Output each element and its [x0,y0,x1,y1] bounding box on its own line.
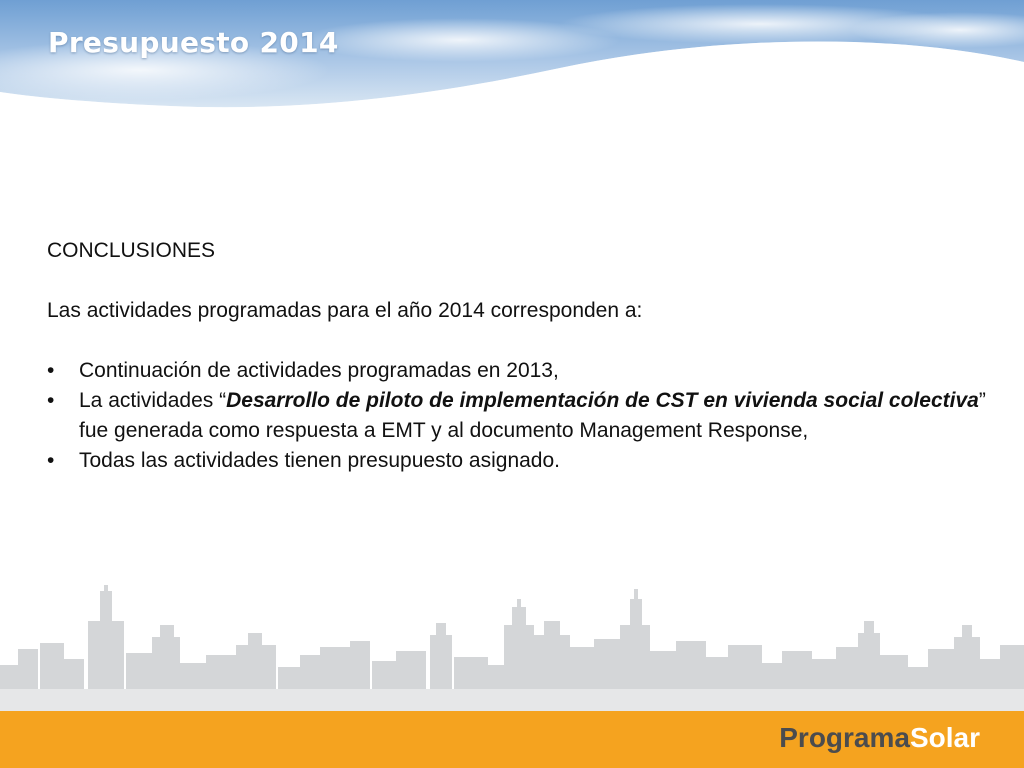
intro-paragraph: Las actividades programadas para el año 2014 corresponden a: [47,299,643,322]
list-item [47,356,997,386]
bullet-icon: • [47,449,55,472]
bullet-text: Continuación de actividades programadas en 2013, [79,359,559,382]
brand-text-programa: Programa [779,722,910,753]
sky-header-banner [0,0,1024,120]
programa-solar-logo [779,721,980,755]
slide-title: Presupuesto 2014 [48,26,339,59]
bullet-text-post: ” fue generada como respuesta a EMT y al documento Management Response, [79,389,986,442]
section-heading: CONCLUSIONES [47,239,216,262]
footer-bar [0,711,1024,768]
list-item [47,446,997,476]
list-item [47,386,997,446]
bullet-text-pre: La actividades “ [79,389,227,412]
bullet-list [47,356,997,476]
content-body [47,236,997,476]
bullet-text: Todas las actividades tienen presupuesto asignado. [79,449,560,472]
city-skyline-graphic [0,585,1024,715]
bullet-emphasis: Desarrollo de piloto de implementación de CST en vivienda social colectiva [226,389,979,412]
bullet-icon: • [47,389,55,412]
brand-text-solar: Solar [909,722,980,753]
bullet-icon: • [47,359,55,382]
